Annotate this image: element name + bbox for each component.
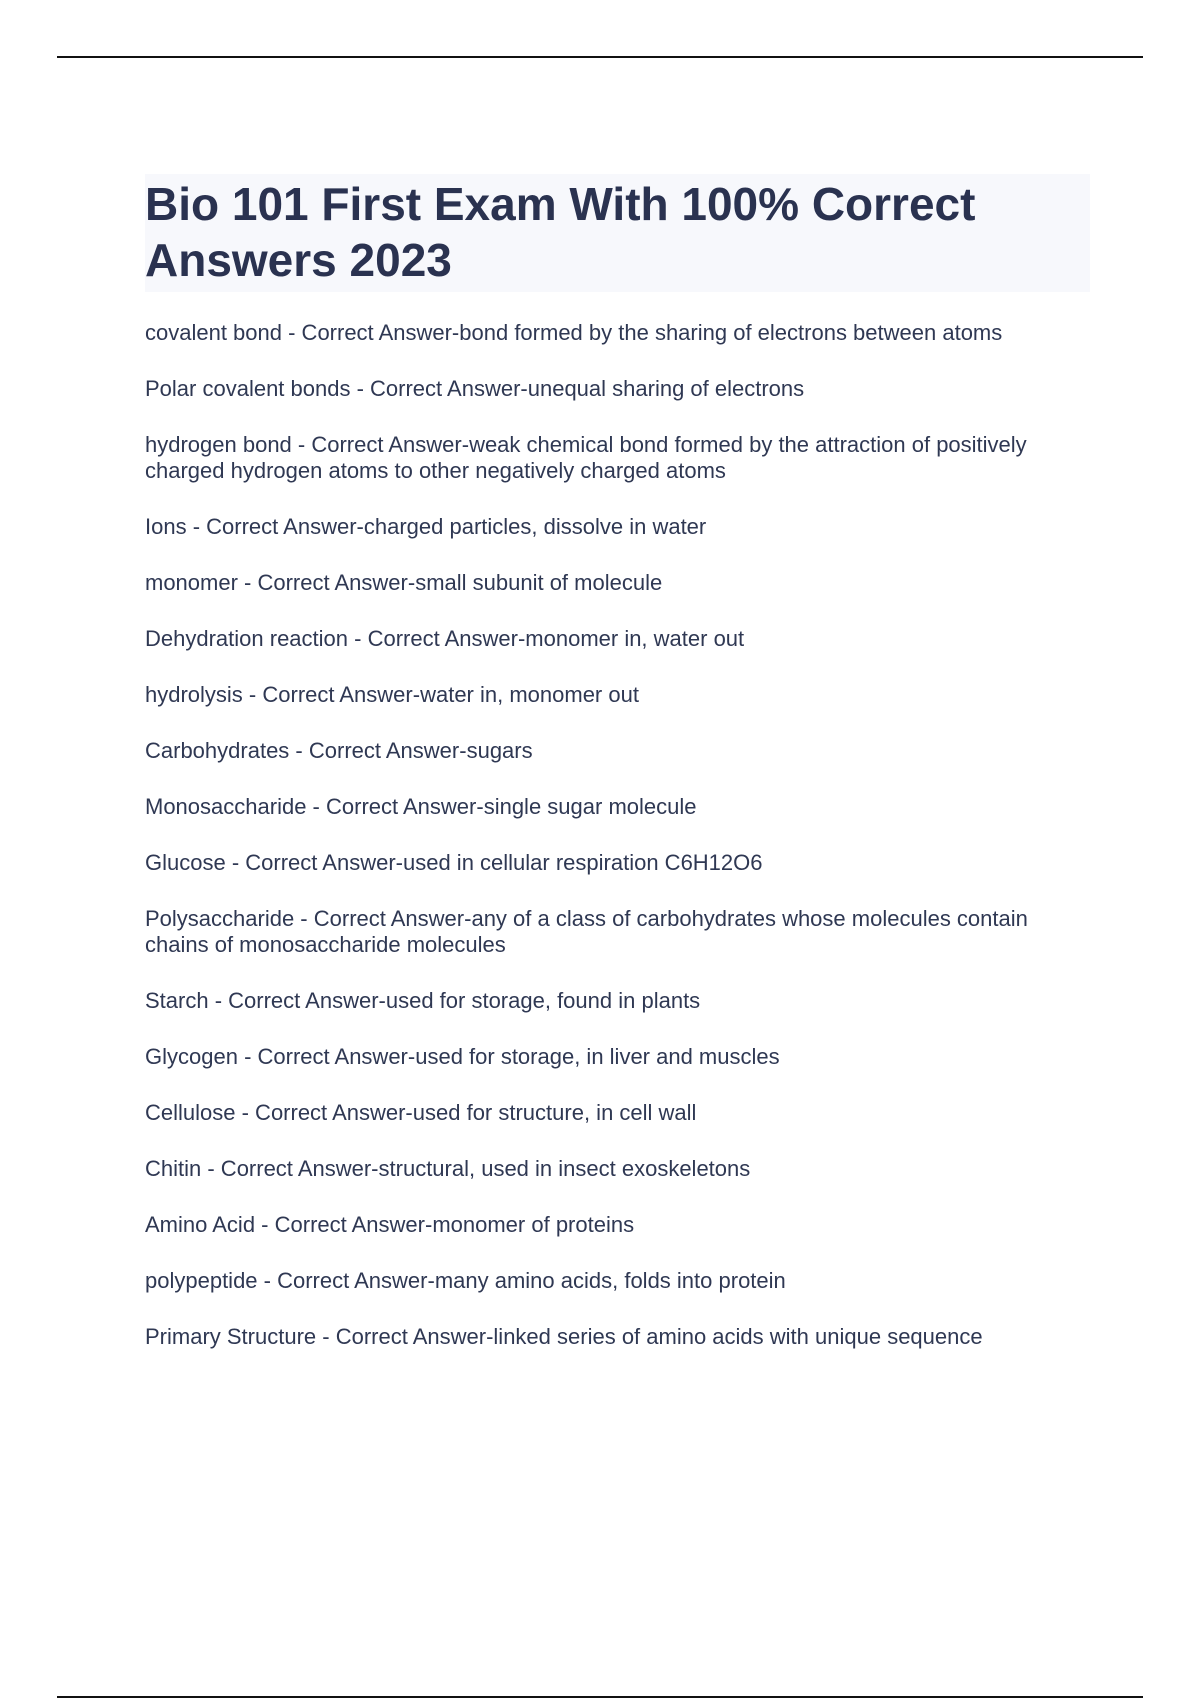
entry-term: monomer: [145, 570, 238, 595]
entry-answer: used for storage, found in plants: [385, 988, 701, 1013]
entry-separator: - Correct Answer-: [186, 514, 364, 539]
entry-answer: used for storage, in liver and muscles: [415, 1044, 780, 1069]
entry-answer: unequal sharing of electrons: [527, 376, 805, 401]
entry-separator: - Correct Answer-: [242, 682, 421, 707]
entry-answer: single sugar molecule: [483, 794, 697, 819]
entry-answer: weak chemical bond formed by the attraction of positively charged hydrogen atoms to other negatively charged atoms: [145, 432, 1027, 483]
list-item: [145, 320, 1090, 346]
list-item: [145, 738, 1090, 764]
entry-separator: - Correct Answer-: [201, 1156, 379, 1181]
entry-separator: - Correct Answer-: [237, 570, 416, 595]
list-item: [145, 1044, 1090, 1070]
entry-term: Glucose: [145, 850, 226, 875]
list-item: [145, 626, 1090, 652]
entry-separator: - Correct Answer-: [316, 1324, 494, 1349]
entry-answer: monomer in, water out: [525, 626, 745, 651]
entry-separator: - Correct Answer-: [306, 794, 484, 819]
entry-term: Monosaccharide: [145, 794, 307, 819]
entry-answer: used for structure, in cell wall: [412, 1100, 697, 1125]
list-item: [145, 850, 1090, 876]
entry-term: Polysaccharide: [145, 906, 295, 931]
list-item: [145, 1212, 1090, 1238]
entry-answer: small subunit of molecule: [415, 570, 663, 595]
list-item: [145, 682, 1090, 708]
entry-separator: - Correct Answer-: [291, 432, 470, 457]
entry-answer: many amino acids, folds into protein: [434, 1268, 786, 1293]
header-divider: [57, 56, 1143, 58]
entry-term: Polar covalent bonds: [145, 376, 351, 401]
entry-term: covalent bond: [145, 320, 282, 345]
entry-answer: bond formed by the sharing of electrons between atoms: [459, 320, 1003, 345]
entry-answer: water in, monomer out: [420, 682, 639, 707]
entry-answer: charged particles, dissolve in water: [363, 514, 707, 539]
entry-answer: used in cellular respiration C6H12O6: [402, 850, 763, 875]
entry-term: Glycogen: [145, 1044, 238, 1069]
entry-separator: - Correct Answer-: [348, 626, 526, 651]
list-item: [145, 432, 1090, 484]
entry-answer: sugars: [466, 738, 533, 763]
entry-term: Cellulose: [145, 1100, 236, 1125]
footer-divider: [57, 1696, 1143, 1698]
entry-separator: - Correct Answer-: [255, 1212, 433, 1237]
document-title: Bio 101 First Exam With 100% Correct Answers 2023: [145, 174, 1090, 292]
entry-answer: linked series of amino acids with unique sequence: [493, 1324, 983, 1349]
entry-separator: - Correct Answer-: [294, 906, 472, 931]
entry-term: Ions: [145, 514, 187, 539]
entry-term: hydrogen bond: [145, 432, 292, 457]
list-item: [145, 794, 1090, 820]
entry-term: Chitin: [145, 1156, 202, 1181]
entry-separator: - Correct Answer-: [289, 738, 467, 763]
entry-separator: - Correct Answer-: [235, 1100, 413, 1125]
entry-term: Dehydration reaction: [145, 626, 349, 651]
list-item: [145, 1324, 1090, 1350]
entry-term: polypeptide: [145, 1268, 258, 1293]
list-item: [145, 1100, 1090, 1126]
entry-separator: - Correct Answer-: [208, 988, 386, 1013]
entry-separator: - Correct Answer-: [350, 376, 528, 401]
entry-separator: - Correct Answer-: [237, 1044, 416, 1069]
list-item: [145, 988, 1090, 1014]
flashcard-list: [145, 320, 1090, 1350]
entry-term: Carbohydrates: [145, 738, 290, 763]
list-item: [145, 1156, 1090, 1182]
list-item: [145, 376, 1090, 402]
list-item: [145, 1268, 1090, 1294]
list-item: [145, 570, 1090, 596]
entry-answer: structural, used in insect exoskeletons: [378, 1156, 751, 1181]
entry-separator: - Correct Answer-: [225, 850, 403, 875]
document-body: [145, 174, 1090, 1380]
entry-answer: any of a class of carbohydrates whose molecules contain chains of monosaccharide molecules: [145, 906, 1028, 957]
list-item: [145, 514, 1090, 540]
entry-term: Primary Structure: [145, 1324, 317, 1349]
entry-term: Starch: [145, 988, 209, 1013]
entry-term: Amino Acid: [145, 1212, 256, 1237]
entry-separator: - Correct Answer-: [282, 320, 460, 345]
entry-separator: - Correct Answer-: [257, 1268, 435, 1293]
entry-term: hydrolysis: [145, 682, 243, 707]
list-item: [145, 906, 1090, 958]
entry-answer: monomer of proteins: [432, 1212, 635, 1237]
